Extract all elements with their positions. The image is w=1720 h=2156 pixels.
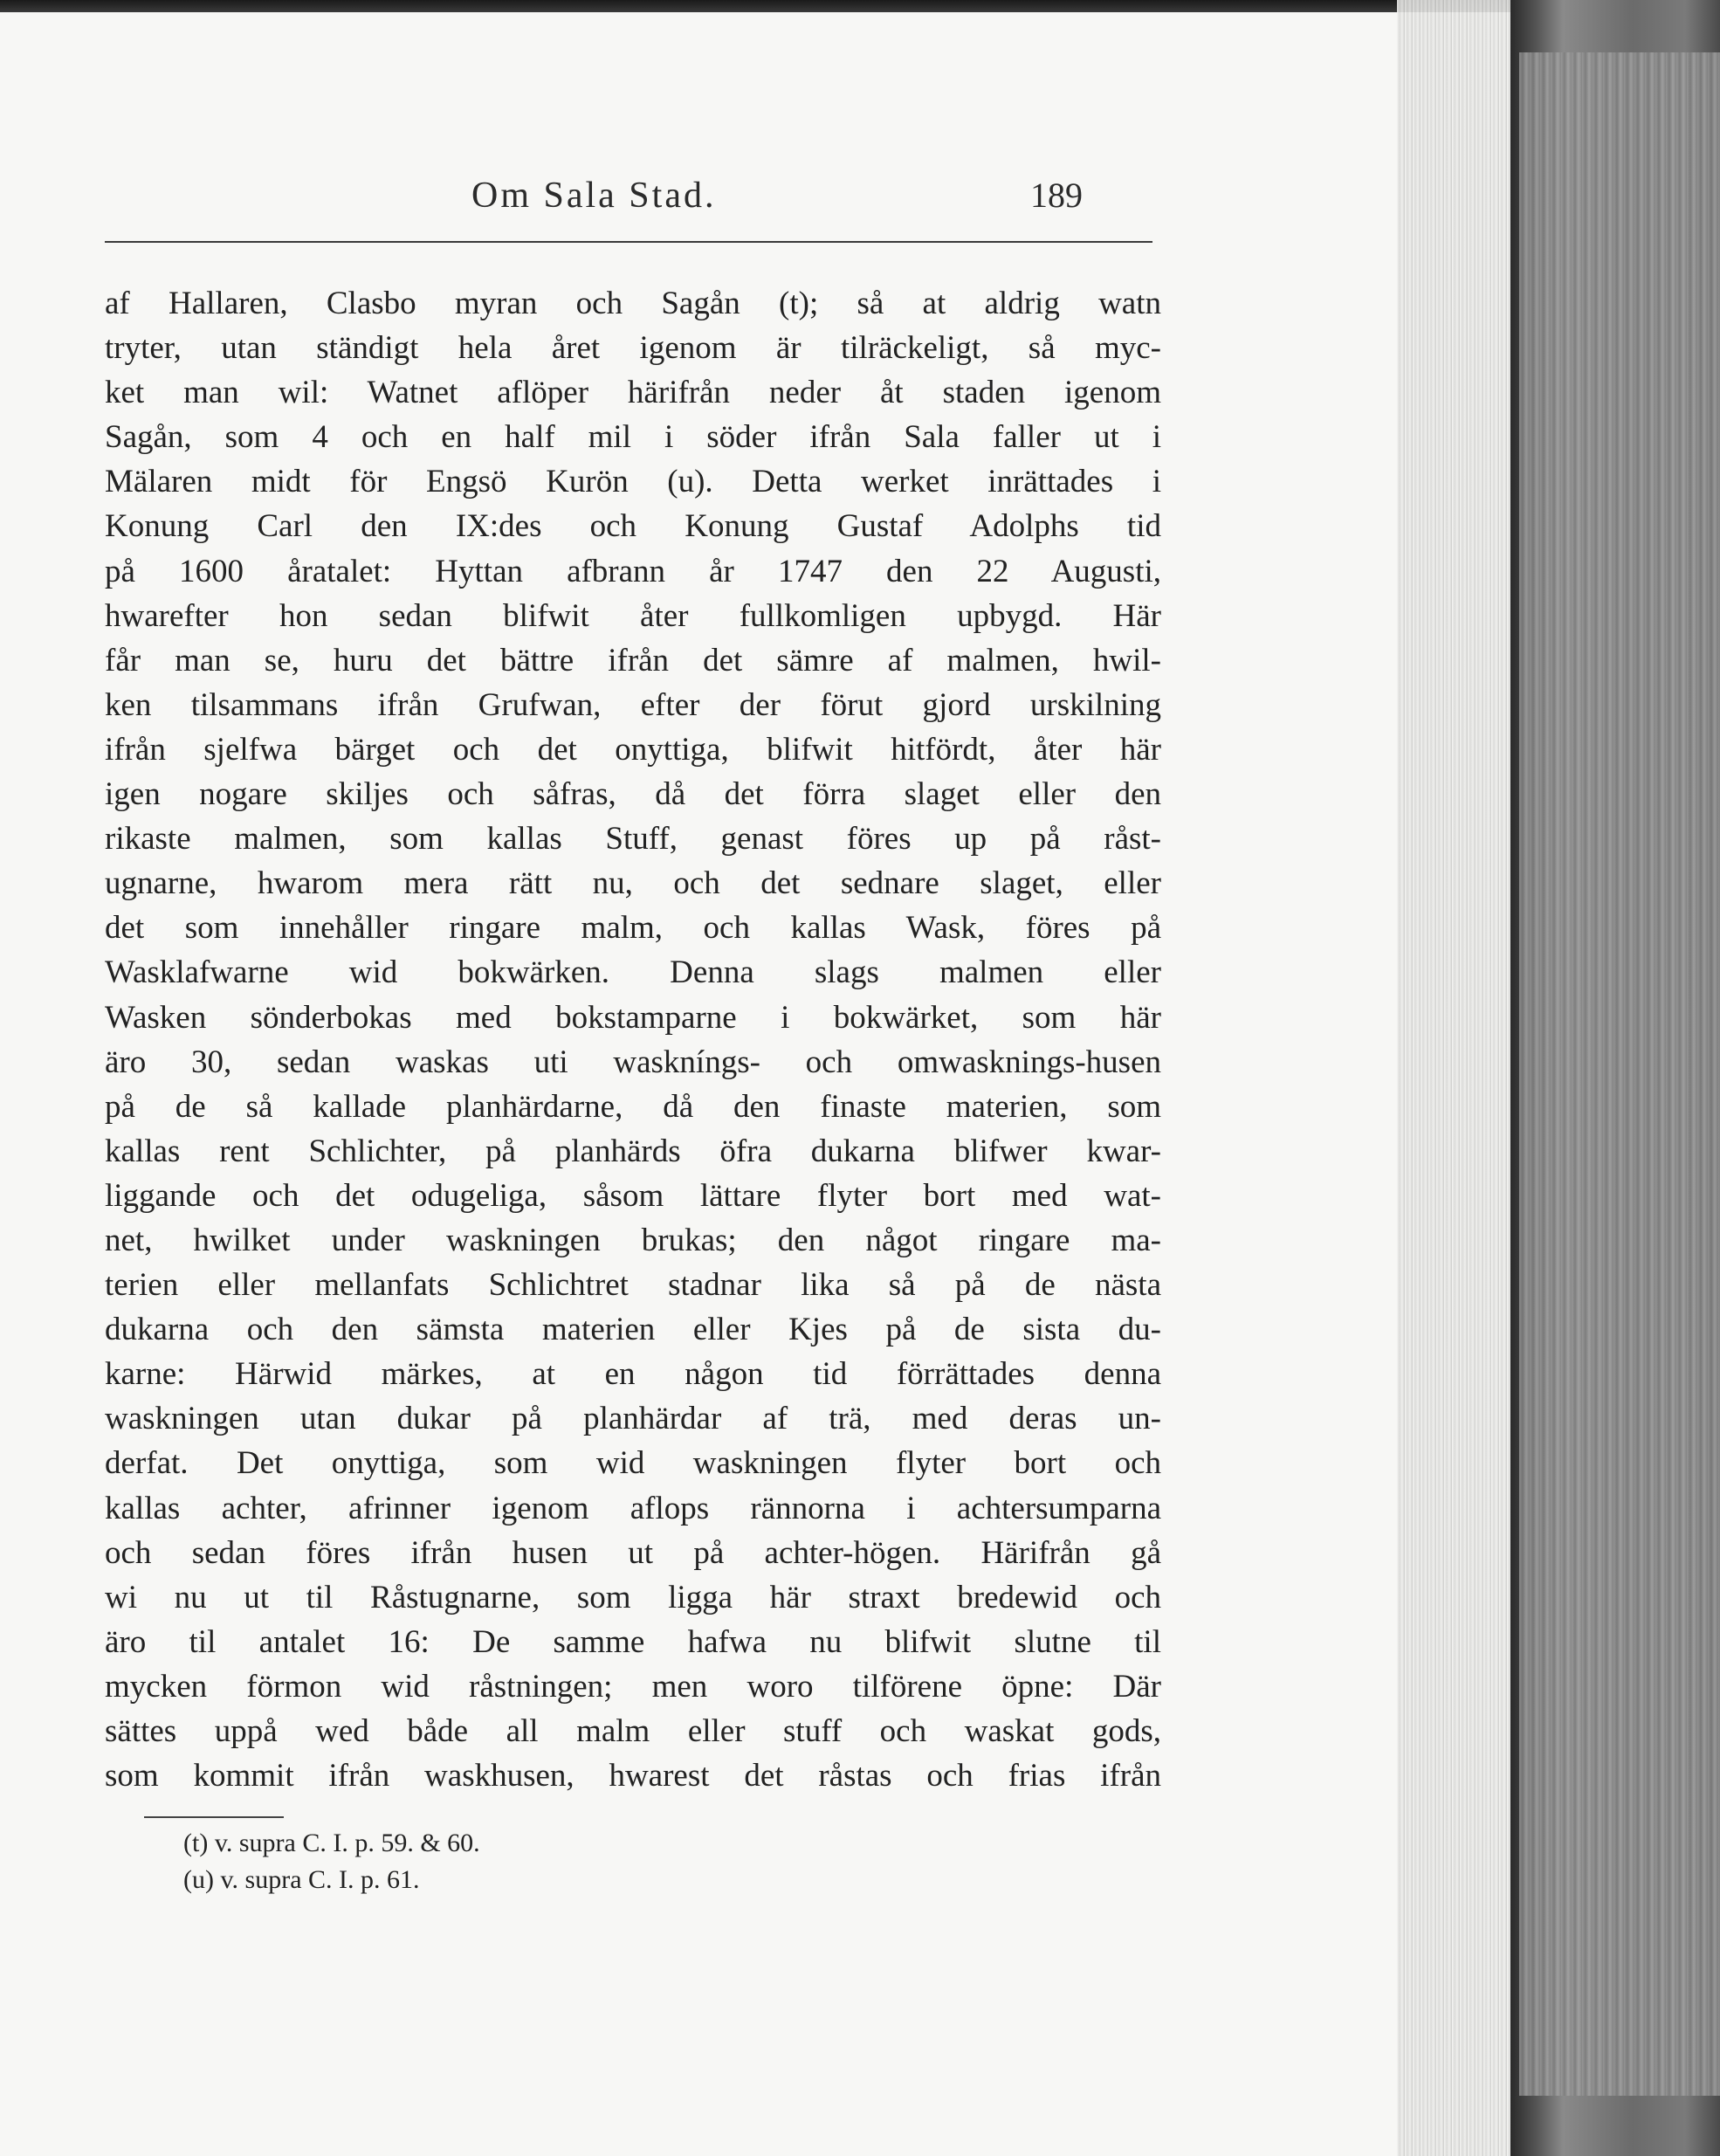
page-edges [1397, 0, 1510, 2156]
text-line: sättes uppå wed både all malm eller stuff och waskat gods, [105, 1713, 1161, 1749]
text-line: Sagån, som 4 och en half mil i söder ifrån Sala faller ut i [105, 419, 1161, 456]
text-line: Wasklafwarne wid bokwärken. Denna slags malmen eller [105, 954, 1161, 991]
text-line: ifrån sjelfwa bärget och det onyttiga, blifwit hitfördt, åter här [105, 731, 1161, 768]
text-line: på 1600 åratalet: Hyttan afbrann år 1747 den 22 Augusti, [105, 553, 1161, 589]
text-line: karne: Härwid märkes, at en någon tid förrättades denna [105, 1356, 1161, 1393]
text-line: Konung Carl den IX:des och Konung Gustaf Adolphs tid [105, 508, 1161, 545]
text-line: får man se, huru det bättre ifrån det sämre af malmen, hwil- [105, 642, 1161, 678]
text-line: mycken förmon wid råstningen; men woro tilförene öpne: Där [105, 1668, 1161, 1705]
body-text [105, 281, 1161, 1798]
text-line: kallas achter, afrinner igenom aflops rännorna i achtersumparna [105, 1490, 1161, 1526]
text-line: derfat. Det onyttiga, som wid waskningen flyter bort och [105, 1445, 1161, 1482]
text-line: net, hwilket under waskningen brukas; den något ringare ma- [105, 1222, 1161, 1258]
text-line: Wasken sönderbokas med bokstamparne i bokwärket, som här [105, 999, 1161, 1036]
text-line: kallas rent Schlichter, på planhärds öfra dukarna blifwer kwar- [105, 1133, 1161, 1169]
page-number: 189 [1030, 176, 1083, 215]
text-line: äro til antalet 16: De samme hafwa nu blifwit slutne til [105, 1623, 1161, 1660]
footnote: (t) v. supra C. I. p. 59. & 60. [183, 1829, 480, 1857]
header-rule [105, 241, 1152, 243]
book-cover-texture [1519, 52, 1720, 2096]
text-line: igen nogare skiljes och såfras, då det förra slaget eller den [105, 776, 1161, 813]
text-line: waskningen utan dukar på planhärdar af trä, med deras un- [105, 1401, 1161, 1437]
text-line: rikaste malmen, som kallas Stuff, genast föres up på råst- [105, 821, 1161, 858]
text-line: det som innehåller ringare malm, och kallas Wask, föres på [105, 910, 1161, 947]
text-line: och sedan föres ifrån husen ut på achter-högen. Härifrån gå [105, 1534, 1161, 1571]
text-line: liggande och det odugeliga, såsom lättare flyter bort med wat- [105, 1177, 1161, 1214]
text-line: tryter, utan ständigt hela året igenom är tilräckeligt, så myc- [105, 330, 1161, 367]
text-line: på de så kallade planhärdarne, då den finaste materien, som [105, 1088, 1161, 1125]
text-line: Mälaren midt för Engsö Kurön (u). Detta werket inrättades i [105, 464, 1161, 500]
text-line: ken tilsammans ifrån Grufwan, efter der förut gjord urskilning [105, 686, 1161, 723]
footnote-rule [144, 1816, 284, 1818]
text-line: som kommit ifrån waskhusen, hwarest det råstas och frias ifrån [105, 1758, 1161, 1794]
text-line: ket man wil: Watnet aflöper härifrån neder åt staden igenom [105, 375, 1161, 411]
running-title: Om Sala Stad. [471, 176, 717, 216]
text-line: äro 30, sedan waskas uti waskníngs- och omwasknings-husen [105, 1044, 1161, 1080]
running-head [105, 175, 1152, 236]
footnotes [183, 1825, 480, 1898]
text-line: hwarefter hon sedan blifwit åter fullkomligen upbygd. Här [105, 597, 1161, 634]
footnote: (u) v. supra C. I. p. 61. [183, 1865, 420, 1894]
text-line: ugnarne, hwarom mera rätt nu, och det sednare slaget, eller [105, 865, 1161, 902]
text-line: af Hallaren, Clasbo myran och Sagån (t); så at aldrig watn [105, 286, 1161, 321]
text-line: terien eller mellanfats Schlichtret stadnar lika så på de nästa [105, 1267, 1161, 1304]
text-line: wi nu ut til Råstugnarne, som ligga här straxt bredewid och [105, 1579, 1161, 1615]
text-line: dukarna och den sämsta materien eller Kjes på de sista du- [105, 1312, 1161, 1348]
